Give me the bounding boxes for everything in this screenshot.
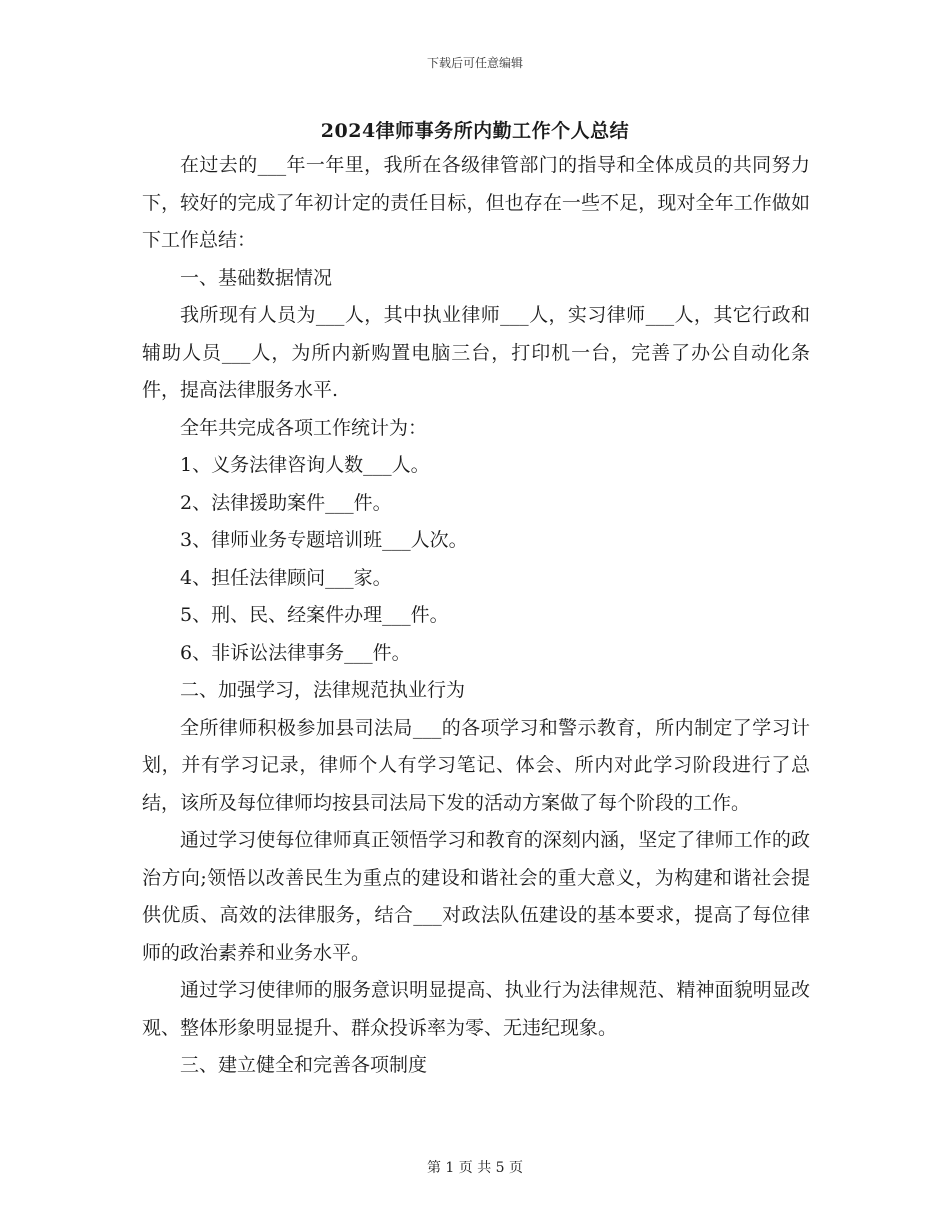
list-item: 1、义务法律咨询人数___人。 [180, 454, 430, 476]
page-footer: 第 1 页 共 5 页 [426, 1160, 524, 1176]
paragraph-stats-intro: 全年共完成各项工作统计为： [180, 416, 428, 439]
section-heading-2: 二、加强学习，法律规范执业行为 [180, 679, 466, 701]
paragraph-study: 全所律师积极参加县司法局___的各项学习和警示教育，所内制定了学习计划，并有学习记录，律师个人有学习笔记、体会、所内对此学习阶段进行了总结，该所及每位律师均按县司法局下发的活动方案做了每个阶段的工作。 [142, 716, 810, 814]
list-item: 4、担任法律顾问___家。 [180, 566, 392, 589]
list-item: 5、刑、民、经案件办理___件。 [180, 604, 449, 626]
paragraph-service: 通过学习使律师的服务意识明显提高、执业行为法律规范、精神面貌明显改观、整体形象明显提升、群众投诉率为零、无违纪现象。 [142, 979, 810, 1039]
document-title: 2024律师事务所内勤工作个人总结 [320, 120, 630, 142]
paragraph-intro: 在过去的___年一年里，我所在各级律管部门的指导和全体成员的共同努力下，较好的完成了年初计定的责任目标，但也存在一些不足，现对全年工作做如下工作总结： [142, 154, 810, 251]
section-heading-3: 三、建立健全和完善各项制度 [180, 1054, 428, 1076]
list-item: 3、律师业务专题培训班___人次。 [180, 529, 468, 551]
header-note: 下载后可任意编辑 [426, 56, 523, 70]
section-heading-1: 一、基础数据情况 [180, 266, 333, 289]
list-item: 6、非诉讼法律事务___件。 [180, 641, 411, 664]
paragraph-study-effect: 通过学习使每位律师真正领悟学习和教育的深刻内涵，坚定了律师工作的政治方向;领悟以改善民生为重点的建设和谐社会的重大意义，为构建和谐社会提供优质、高效的法律服务，结合___对政法队伍建设的基本要求，提高了每位律师的政治素养和业务水平。 [142, 829, 810, 964]
document-body [142, 147, 810, 1085]
list-item: 2、法律援助案件___件。 [180, 491, 392, 514]
paragraph-staff: 我所现有人员为___人，其中执业律师___人，实习律师___人，其它行政和辅助人员___人，为所内新购置电脑三台，打印机一台，完善了办公自动化条件，提高法律服务水平. [142, 304, 810, 401]
